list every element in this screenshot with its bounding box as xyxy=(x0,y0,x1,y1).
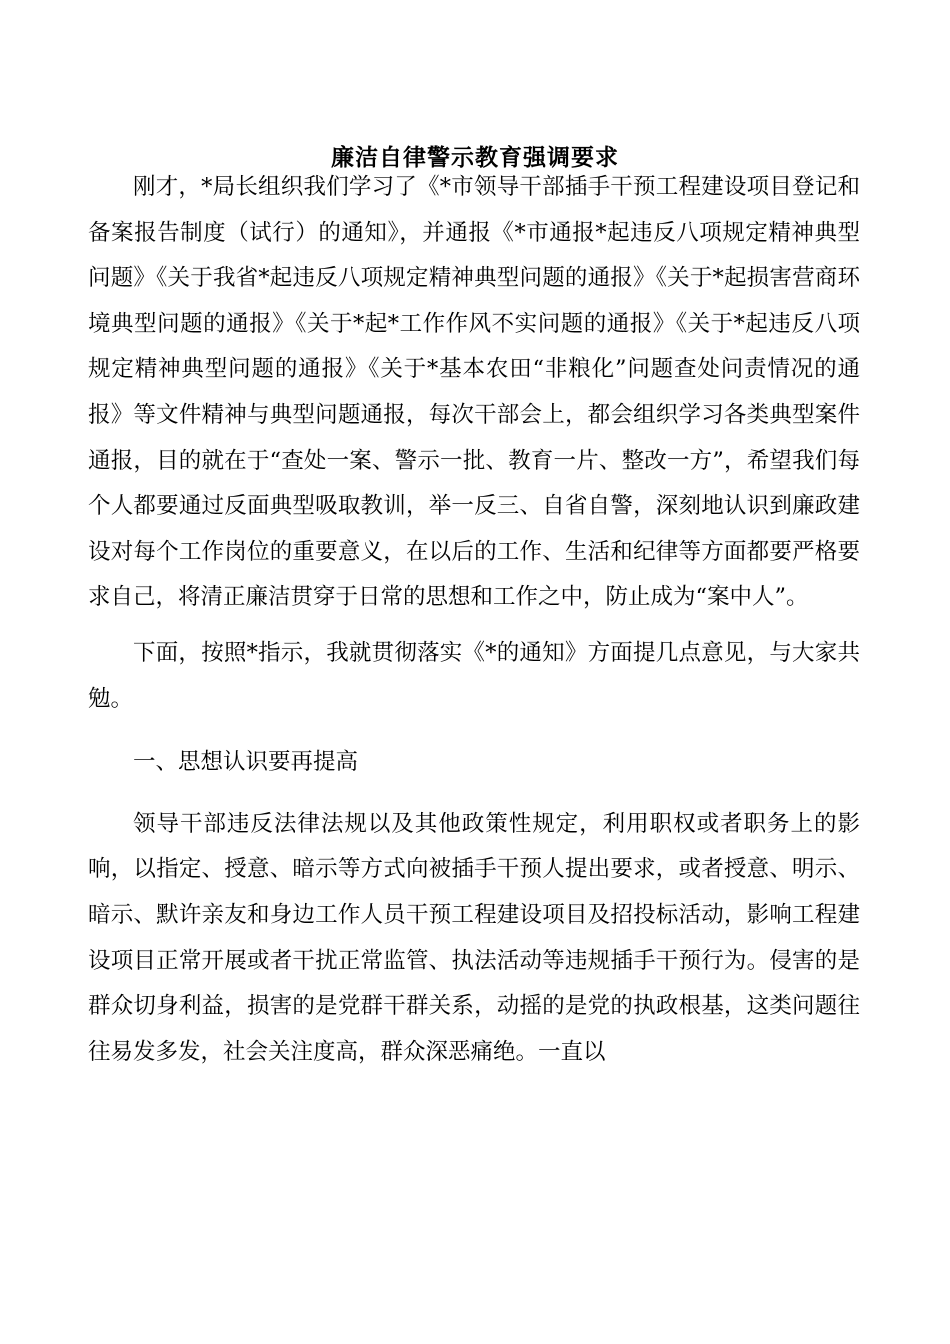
section-heading-1: 一、思想认识要再提高 xyxy=(133,749,359,776)
paragraph-study-report: 刚才，*局长组织我们学习了《*市领导干部插手干预工程建设项目登记和备案报告制度（试行）的通知》，并通报《*市通报*起违反八项规定精神典型问题》《关于我省*起违反八项规定精神典型问题的通报》《关于*起损害营商环境典型问题的通报》《关于*起*工作作风不实问题的通报》《关于*起违反八项规定精神典型问题的通报》《关于*基本农田“非粮化”问题查处问责情况的通报》等文件精神与典型问题通报，每次干部会上，都会组织学习各类典型案件通报，目的就在于“查处一案、警示一批、教育一片、整改一方”，希望我们每个人都要通过反面典型吸取教训，举一反三、自省自警，深刻地认识到廉政建设对每个工作岗位的重要意义，在以后的工作、生活和纪律等方面都要严格要求自己，将清正廉洁贯穿于日常的思想和工作之中，防止成为“案中人”。 xyxy=(88,174,860,611)
document-body xyxy=(88,165,860,1075)
paragraph-opinions-intro: 下面，按照*指示，我就贯彻落实《*的通知》方面提几点意见，与大家共勉。 xyxy=(88,639,860,712)
paragraph-section-1-body: 领导干部违反法律法规以及其他政策性规定，利用职权或者职务上的影响，以指定、授意、暗示等方式向被插手干预人提出要求，或者授意、明示、暗示、默许亲友和身边工作人员干预工程建设项目及招投标活动，影响工程建设项目正常开展或者干扰正常监管、执法活动等违规插手干预行为。侵害的是群众切身利益，损害的是党群干群关系，动摇的是党的执政根基，这类问题往往易发多发，社会关注度高，群众深恶痛绝。一直以 xyxy=(88,810,860,1065)
document-title: 廉洁自律警示教育强调要求 xyxy=(331,145,619,171)
